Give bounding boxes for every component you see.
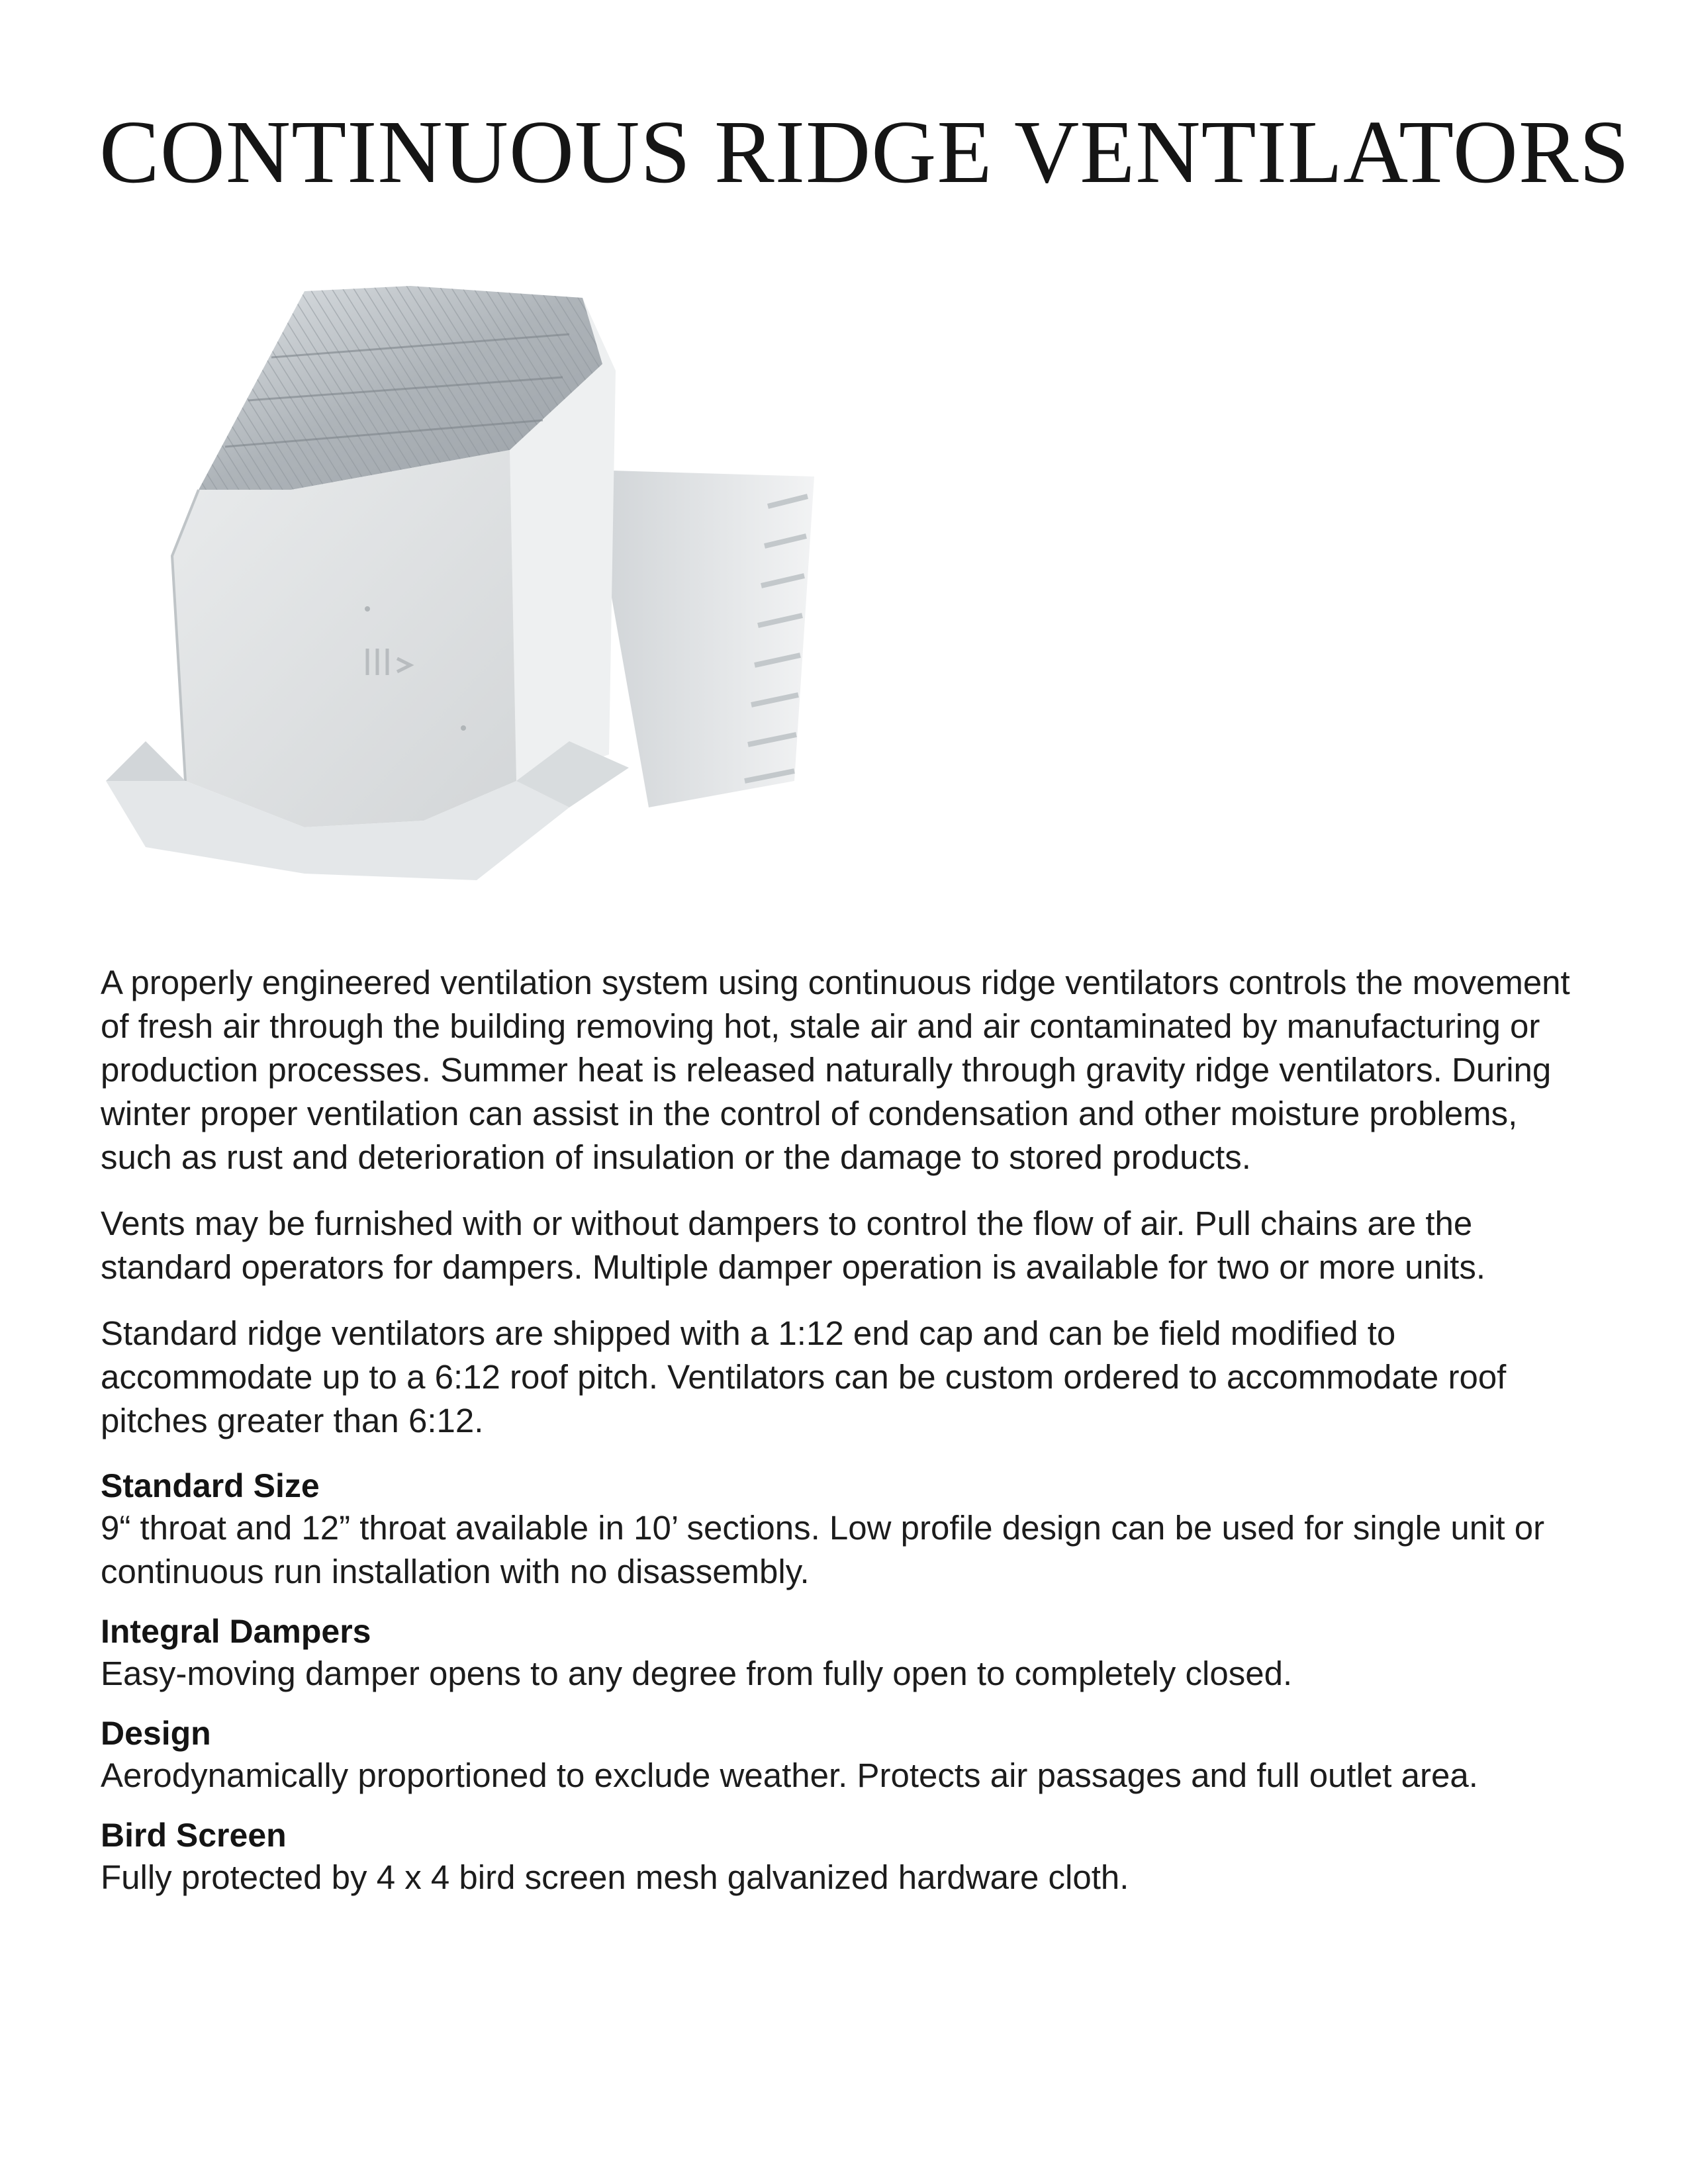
feature-heading: Standard Size: [101, 1467, 320, 1504]
feature-heading: Bird Screen: [101, 1817, 287, 1854]
dampers-paragraph: Vents may be furnished with or without dampers to control the flow of air. Pull chains are the standard operators for dampers. Multiple damper operation is available for two or more units.: [101, 1205, 1486, 1286]
feature-integral-dampers: [101, 1611, 1590, 1696]
page-title: CONTINUOUS RIDGE VENTILATORS: [99, 103, 1630, 202]
feature-text: Easy-moving damper opens to any degree from fully open to completely closed.: [101, 1655, 1293, 1692]
feature-heading: Integral Dampers: [101, 1613, 371, 1650]
feature-text: 9“ throat and 12” throat available in 10’ sections. Low profile design can be used for single unit or continuous run installation with no disassembly.: [101, 1509, 1545, 1590]
feature-design: [101, 1713, 1590, 1797]
feature-text: Fully protected by 4 x 4 bird screen mesh galvanized hardware cloth.: [101, 1858, 1129, 1896]
ridge-ventilator-image: [106, 278, 821, 887]
body-text: [101, 961, 1590, 1917]
feature-text: Aerodynamically proportioned to exclude weather. Protects air passages and full outlet area.: [101, 1756, 1478, 1794]
feature-heading: Design: [101, 1715, 211, 1752]
roof-pitch-paragraph: Standard ridge ventilators are shipped with a 1:12 end cap and can be field modified to accommodate up to a 6:12 roof pitch. Ventilators can be custom ordered to accommodate roof pitches greater than 6:12.: [101, 1314, 1507, 1439]
feature-bird-screen: [101, 1815, 1590, 1899]
feature-standard-size: [101, 1465, 1590, 1594]
intro-paragraph: A properly engineered ventilation system using continuous ridge ventilators controls the movement of fresh air through the building removing hot, stale air and air contaminated by manufacturing or production processes. Summer heat is released naturally through gravity ridge ventilators. During winter proper ventilation can assist in the control of condensation and other moisture problems, such as rust and deterioration of insulation or the damage to stored products.: [101, 964, 1570, 1176]
